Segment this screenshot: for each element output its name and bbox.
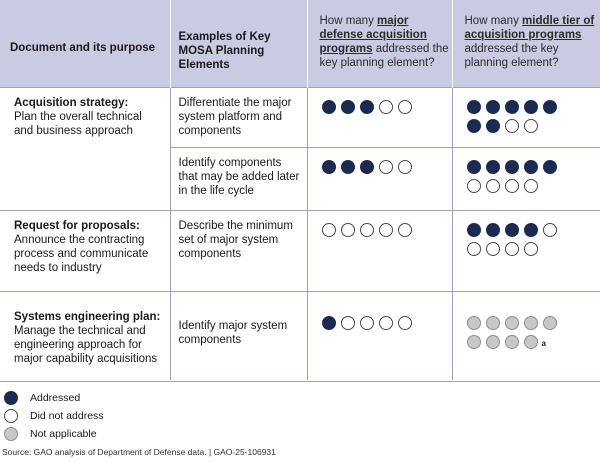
- not-applicable-circle-icon: [524, 335, 546, 349]
- addressed-circle-icon: [543, 100, 557, 114]
- mta-dots: [453, 211, 600, 256]
- not-addressed-circle-icon: [398, 160, 412, 174]
- not-addressed-circle-icon: [360, 223, 374, 237]
- addressed-circle-icon: [505, 100, 519, 114]
- not-addressed-circle-icon: [379, 160, 393, 174]
- doc-purpose: Manage the technical and engineering approach for major capability acquisitions: [14, 325, 158, 365]
- dot-row: [322, 160, 452, 174]
- dot-row: [467, 179, 600, 193]
- addressed-circle-icon: [341, 160, 355, 174]
- header-mdap-highlight: major defense acquisition programs: [319, 15, 427, 55]
- header-mta-post: addressed the key planning element?: [464, 43, 559, 69]
- mdap-cell: [307, 292, 452, 381]
- not-applicable-circle-icon: [505, 316, 519, 330]
- not-addressed-circle-icon: [543, 223, 557, 237]
- legend-item-addressed: [4, 389, 104, 407]
- element-text: Identify major system components: [178, 320, 288, 346]
- not-addressed-circle-icon: [486, 242, 500, 256]
- not-addressed-circle-icon: [379, 223, 393, 237]
- not-addressed-circle-icon: [524, 179, 538, 193]
- mta-cell: [452, 211, 600, 292]
- dot-row: [467, 100, 600, 114]
- header-mta-text: [453, 0, 600, 87]
- not-addressed-circle-icon: [360, 316, 374, 330]
- not-addressed-circle-icon: [524, 242, 538, 256]
- not-addressed-circle-icon: [398, 100, 412, 114]
- not-applicable-circle-icon: [543, 316, 557, 330]
- not-addressed-circle-icon: [486, 179, 500, 193]
- dot-row: [322, 316, 452, 330]
- not-applicable-circle-icon: [467, 335, 481, 349]
- element-text: Identify components that may be added later in the life cycle: [178, 157, 300, 197]
- dot-row: [467, 119, 600, 133]
- doc-title: Request for proposals:: [14, 220, 140, 232]
- not-addressed-circle-icon: [467, 179, 481, 193]
- addressed-circle-icon: [322, 100, 336, 114]
- not-addressed-circle-icon: [505, 119, 519, 133]
- header-mta-pre: How many: [464, 15, 523, 27]
- mta-cell: [452, 148, 600, 211]
- table-row: [0, 88, 600, 148]
- element-cell: [170, 211, 307, 292]
- header-row: [0, 0, 600, 88]
- not-applicable-circle-icon: [486, 335, 500, 349]
- header-mta: [452, 0, 600, 88]
- doc-cell: [0, 211, 170, 292]
- dot-row: [322, 100, 452, 114]
- doc-cell: [0, 88, 170, 211]
- element-cell: [170, 292, 307, 381]
- header-examples-text: Examples of Key MOSA Planning Elements: [178, 31, 271, 71]
- addressed-circle-icon: [505, 160, 519, 174]
- addressed-circle-icon: [467, 100, 481, 114]
- header-mdap-pre: How many: [319, 15, 378, 27]
- legend-label: Not applicable: [30, 428, 97, 440]
- legend: [4, 389, 104, 443]
- doc-cell: [0, 292, 170, 381]
- mta-cell: [452, 88, 600, 148]
- addressed-circle-icon: [4, 391, 18, 405]
- table-row: [0, 292, 600, 381]
- dot-row: [322, 223, 452, 237]
- addressed-circle-icon: [524, 160, 538, 174]
- mdap-cell: [307, 211, 452, 292]
- not-addressed-circle-icon: [505, 179, 519, 193]
- addressed-circle-icon: [524, 100, 538, 114]
- addressed-circle-icon: [341, 100, 355, 114]
- dot-row: [467, 242, 600, 256]
- dot-row: [467, 160, 600, 174]
- not-applicable-circle-icon: [486, 316, 500, 330]
- addressed-circle-icon: [322, 160, 336, 174]
- header-examples: [170, 0, 307, 88]
- mdap-dots: [308, 211, 452, 237]
- addressed-circle-icon: [322, 316, 336, 330]
- not-addressed-circle-icon: [341, 316, 355, 330]
- header-mdap: [307, 0, 452, 88]
- not-addressed-circle-icon: [4, 409, 18, 423]
- not-addressed-circle-icon: [341, 223, 355, 237]
- mta-dots: [453, 88, 600, 133]
- mdap-cell: [307, 88, 452, 148]
- dot-row: [467, 316, 600, 330]
- mdap-cell: [307, 148, 452, 211]
- addressed-circle-icon: [360, 160, 374, 174]
- addressed-circle-icon: [486, 160, 500, 174]
- header-document: [0, 0, 170, 88]
- not-addressed-circle-icon: [398, 223, 412, 237]
- element-cell: [170, 148, 307, 211]
- addressed-circle-icon: [360, 100, 374, 114]
- footnote-marker: a: [541, 339, 546, 348]
- not-addressed-circle-icon: [505, 242, 519, 256]
- legend-label: Addressed: [30, 392, 81, 404]
- not-addressed-circle-icon: [322, 223, 336, 237]
- legend-item-not-addressed: [4, 407, 104, 425]
- addressed-circle-icon: [505, 223, 519, 237]
- legend-label: Did not address: [30, 410, 104, 422]
- mta-cell: [452, 292, 600, 381]
- not-applicable-circle-icon: [4, 427, 18, 441]
- addressed-circle-icon: [486, 119, 500, 133]
- not-applicable-circle-icon: [467, 316, 481, 330]
- element-cell: [170, 88, 307, 148]
- addressed-circle-icon: [467, 119, 481, 133]
- element-text: Differentiate the major system platform and components: [178, 97, 292, 137]
- not-addressed-circle-icon: [524, 119, 538, 133]
- doc-title: Acquisition strategy:: [14, 97, 129, 109]
- addressed-circle-icon: [486, 223, 500, 237]
- table-bottom-border: [0, 381, 600, 382]
- not-applicable-circle-icon: [524, 316, 538, 330]
- dot-row: [467, 223, 600, 237]
- doc-purpose: Plan the overall technical and business approach: [14, 111, 142, 137]
- not-addressed-circle-icon: [467, 242, 481, 256]
- mta-dots: [453, 148, 600, 193]
- addressed-circle-icon: [467, 223, 481, 237]
- header-document-text: Document and its purpose: [10, 42, 156, 54]
- doc-title: Systems engineering plan:: [14, 311, 161, 323]
- doc-purpose: Announce the contracting process and communicate needs to industry: [14, 234, 149, 274]
- header-mdap-post: addressed the key planning element?: [319, 43, 449, 69]
- mdap-dots: [308, 292, 452, 330]
- mdap-dots: [308, 88, 452, 114]
- not-addressed-circle-icon: [398, 316, 412, 330]
- dot-row: [467, 335, 600, 349]
- addressed-circle-icon: [467, 160, 481, 174]
- mta-dots: [453, 292, 600, 349]
- not-addressed-circle-icon: [379, 316, 393, 330]
- header-mta-highlight: middle tier of acquisition programs: [464, 15, 595, 41]
- mdap-dots: [308, 148, 452, 174]
- table-row: [0, 211, 600, 292]
- element-text: Describe the minimum set of major system components: [178, 220, 293, 260]
- not-applicable-circle-icon: [505, 335, 519, 349]
- not-addressed-circle-icon: [379, 100, 393, 114]
- header-mdap-text: [308, 0, 452, 87]
- addressed-circle-icon: [486, 100, 500, 114]
- addressed-circle-icon: [524, 223, 538, 237]
- legend-item-not-applicable: [4, 425, 104, 443]
- addressed-circle-icon: [543, 160, 557, 174]
- source-note: Source: GAO analysis of Department of Defense data. | GAO-25-106931: [2, 447, 276, 457]
